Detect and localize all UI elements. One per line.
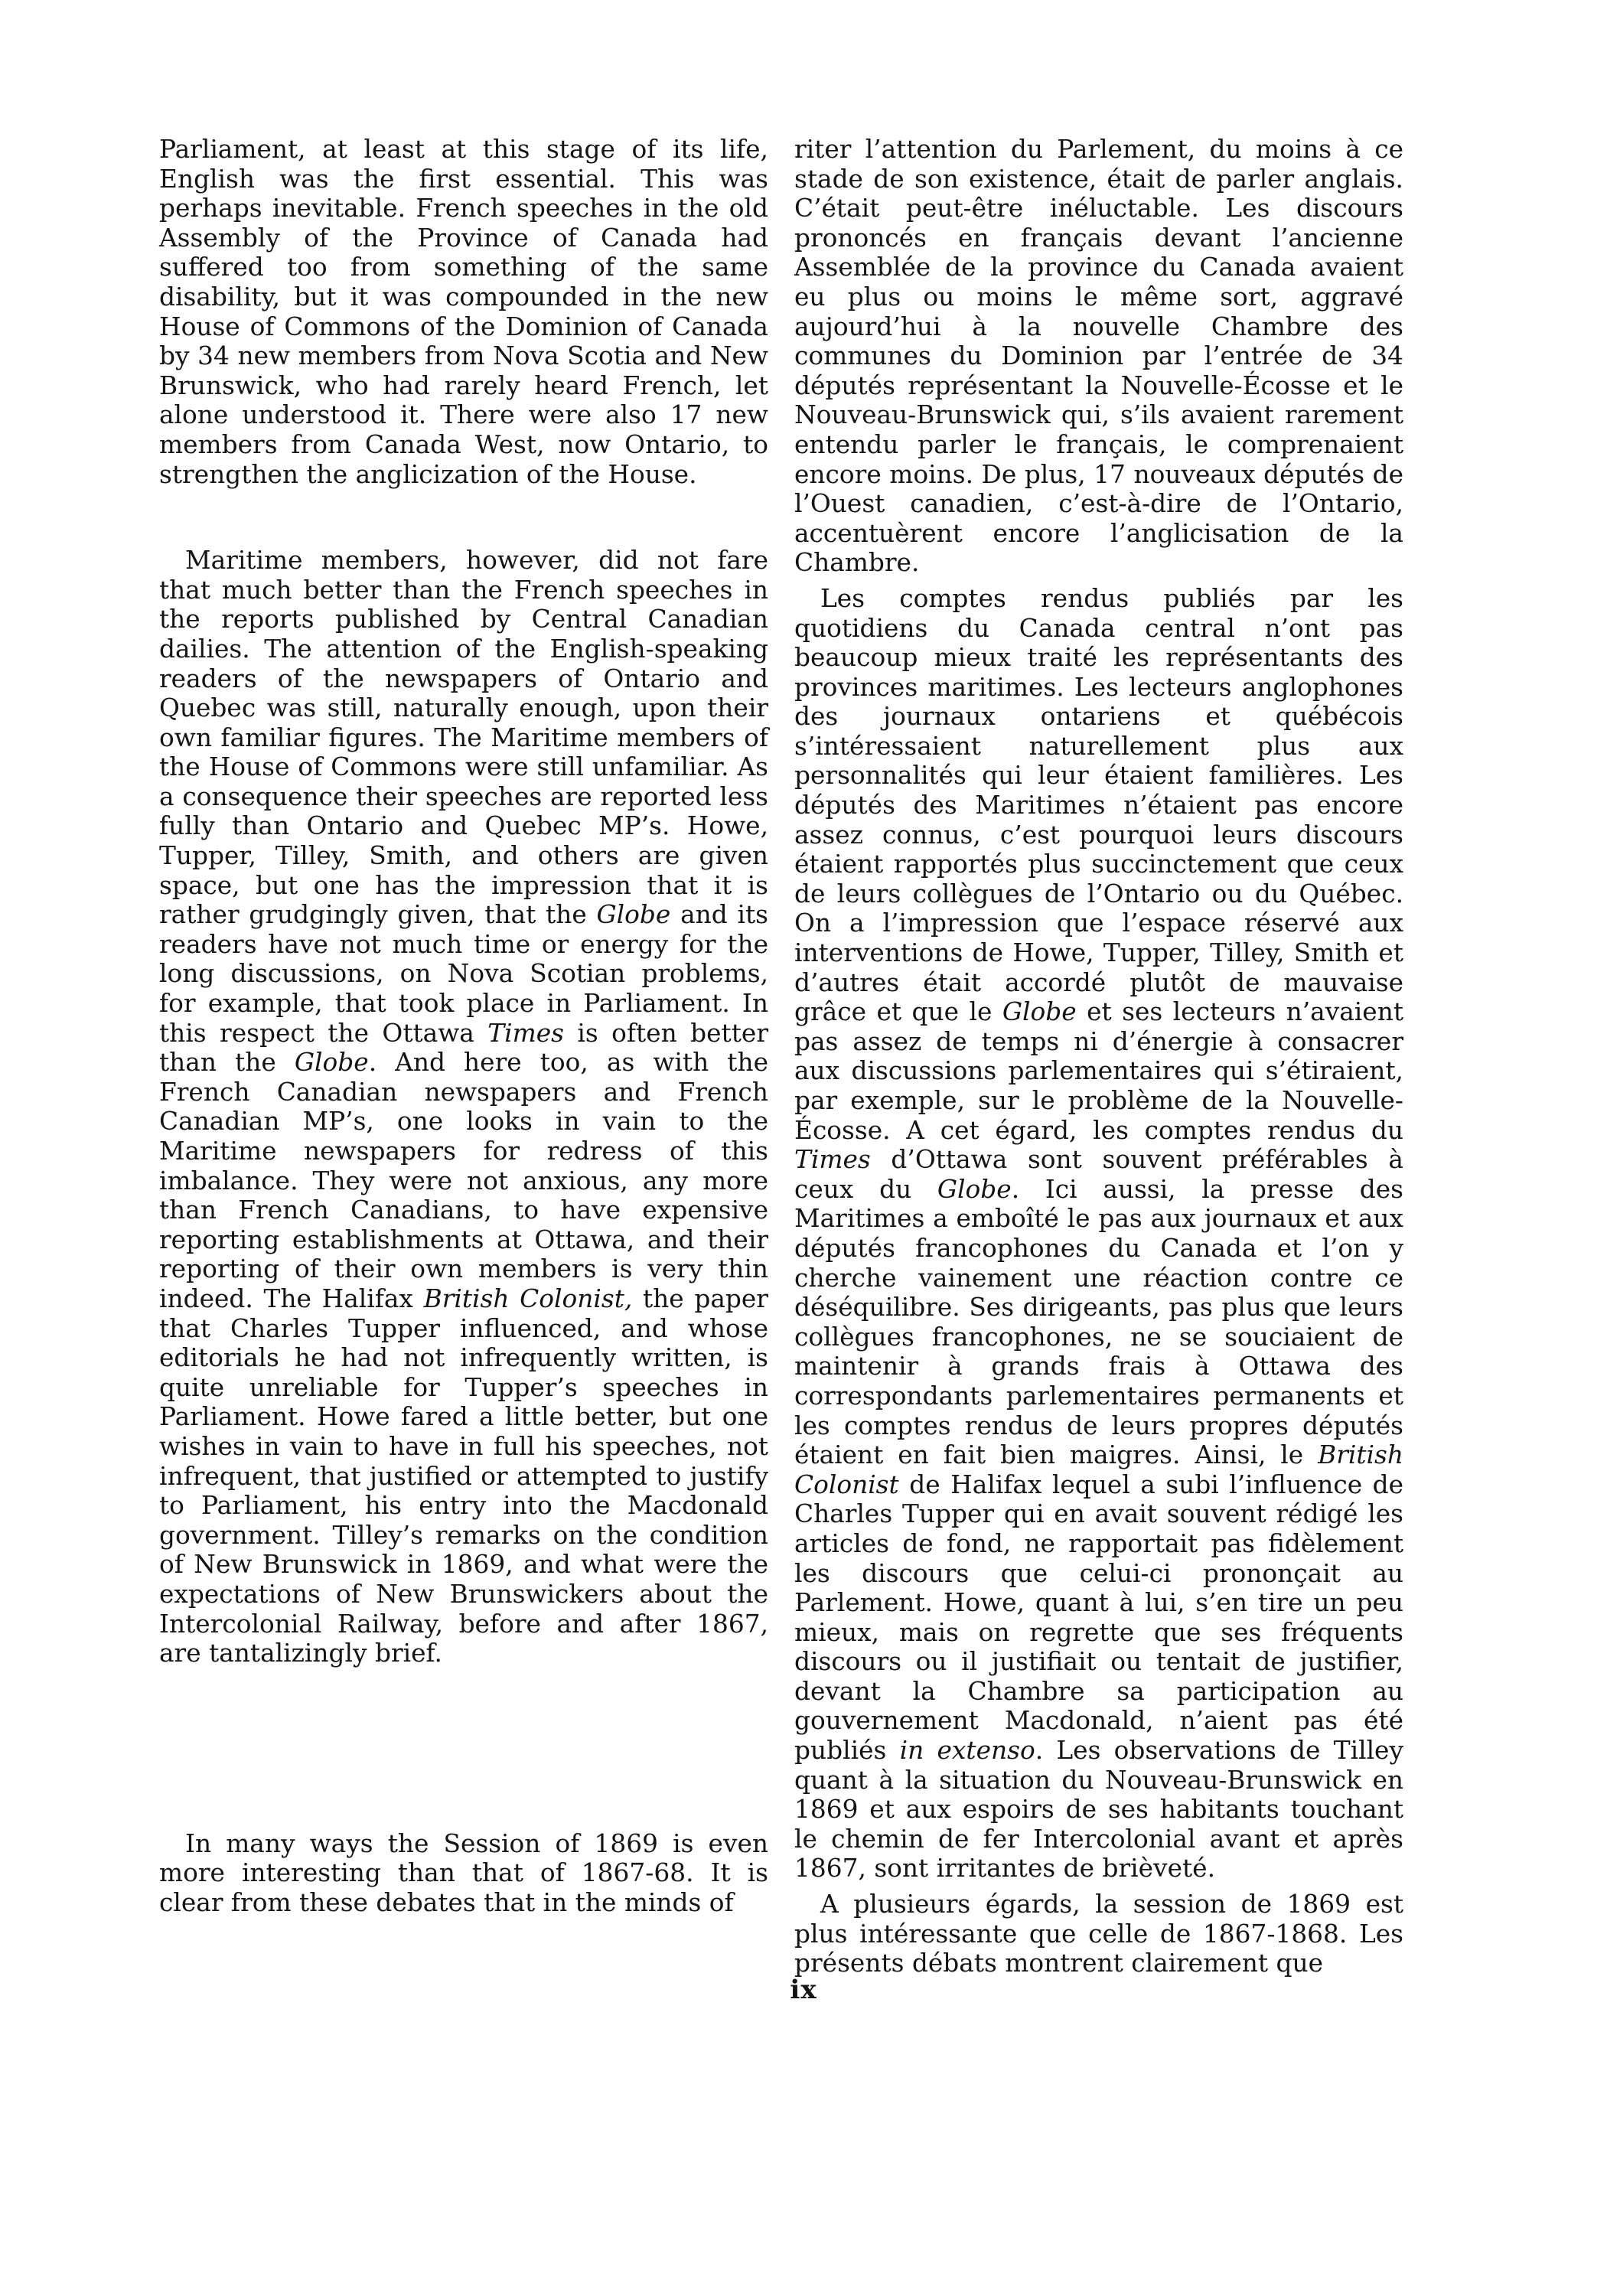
newspaper-title-times: Times — [794, 1145, 871, 1175]
french-column — [794, 135, 1403, 1978]
newspaper-title-british-colonist: British Colonist, — [423, 1283, 633, 1313]
english-paragraph-2-text: is often better than the — [159, 1018, 768, 1078]
french-paragraph-2-text: d’Ottawa sont souvent préférables à ceux du — [794, 1145, 1403, 1204]
english-paragraph-2-text: and its readers have not much time or energy for the long discussions, on Nova Scotian problems, for example, that took place in Parliament. In this respect the Ottawa — [159, 900, 768, 1048]
newspaper-title-globe: Globe — [294, 1048, 369, 1078]
newspaper-title-globe: Globe — [596, 900, 671, 930]
newspaper-title-british-colonist: British Colonist — [794, 1440, 1403, 1499]
french-paragraph-3: A plusieurs égards, la session de 1869 est plus intéressante que celle de 1867-1868. Les présents débats montrent clairement que — [794, 1890, 1403, 1978]
french-paragraph-2-text: de Halifax lequel a subi l’influence de Charles Tupper qui en avait souvent rédigé les articles de fond, ne rapportait pas fidèlement les discours que celui-ci prononçait au Parlement. Howe, quant à lui, s’en tire un peu mieux, mais on regrette que ses fréquents discours ou il justifiait ou tentait de justifier, devant la Chambre sa participation au gouvernement Macdonald, n’aient pas été publiés — [794, 1469, 1403, 1766]
latin-phrase-in-extenso: in extenso — [899, 1736, 1035, 1766]
english-paragraph-2-text: the paper that Charles Tupper influenced, and whose editorials he had not infrequently written, is quite unreliable for Tupper’s speeches in Parliament. Howe fared a little better, but one wishes in vain to have in full his speeches, not infrequent, that justified or attempted to justify to Parliament, his entry into the Macdonald government. Tilley’s remarks on the condition of New Brunswick in 1869, and what were the expectations of New Brunswickers about the Intercolonial Railway, before and after 1867, are tantalizingly brief. — [159, 1283, 768, 1668]
french-paragraph-2-text: . Ici aussi, la presse des Maritimes a emboîté le pas aux journaux et aux députés francophones du Canada et l’on y cherche vainement une réaction contre ce déséquilibre. Ses dirigeants, pas plus que leurs collègues francophones, ne se souciaient de maintenir à grands frais à Ottawa des correspondants parlementaires permanents et les comptes rendus de leurs propres députés étaient en fait bien maigres. Ainsi, le — [794, 1174, 1403, 1470]
page-number: ix — [790, 1975, 817, 2005]
english-column — [159, 135, 768, 1917]
english-paragraph-2 — [159, 546, 768, 1668]
english-paragraph-2-text: . And here too, as with the French Canadian newspapers and French Canadian MP’s, one looks in vain to the Maritime newspapers for redress of this imbalance. They were not anxious, any more than French Canadians, to have expensive reporting establishments at Ottawa, and their reporting of their own members is very thin indeed. The Halifax — [159, 1048, 769, 1313]
newspaper-title-globe: Globe — [1002, 997, 1077, 1027]
french-paragraph-2-text: . Les observations de Tilley quant à la situation du Nouveau-Brunswick en 1869 et aux espoirs de ses habitants touchant le chemin de fer Intercolonial avant et après 1867, sont irritantes de brièveté. — [794, 1736, 1403, 1883]
english-paragraph-3: In many ways the Session of 1869 is even more interesting than that of 1867-68. It is clear from these debates that in the minds of — [159, 1828, 768, 1917]
french-paragraph-2-text: Les comptes rendus publiés par les quotidiens du Canada central n’ont pas beaucoup mieux traité les représentants des provinces maritimes. Les lecteurs anglophones des journaux ontariens et québécois s’intéressaient naturellement plus aux personnalités qui leur étaient familières. Les députés des Maritimes n’étaient pas encore assez connus, c’est pourquoi leurs discours étaient rapportés plus succinctement que ceux de leurs collègues de l’Ontario ou du Québec. On a l’impression que l’espace réservé aux interventions de Howe, Tupper, Tilley, Smith et d’autres était accordé plutôt de mauvaise grâce et que le — [794, 583, 1403, 1027]
english-paragraph-2-text: Maritime members, however, did not fare that much better than the French speeches in the reports published by Central Canadian dailies. The attention of the English-speaking readers of the newspapers of Ontario and Quebec was still, naturally enough, upon their own familiar figures. The Maritime members of the House of Commons were still unfamiliar. As a consequence their speeches are reported less fully than Ontario and Quebec MP’s. Howe, Tupper, Tilley, Smith, and others are given space, but one has the impression that it is rather grudgingly given, that the — [159, 546, 768, 930]
french-paragraph-2 — [794, 584, 1403, 1883]
french-paragraph-1: riter l’attention du Parlement, du moins à ce stade de son existence, était de parler anglais. C’était peut-être inéluctable. Les discours prononcés en français devant l’ancienne Assemblée de la province du Canada avaient eu plus ou moins le même sort, aggravé aujourd’hui à la nouvelle Chambre des communes du Dominion par l’entrée de 34 députés représentant la Nouvelle-Écosse et le Nouveau-Brunswick qui, s’ils avaient rarement entendu parler le français, le comprenaient encore moins. De plus, 17 nouveaux députés de l’Ouest canadien, c’est-à-dire de l’Ontario, accentuèrent encore l’anglicisation de la Chambre. — [794, 135, 1403, 578]
newspaper-title-times: Times — [487, 1018, 564, 1048]
english-paragraph-1: Parliament, at least at this stage of its life, English was the first essential. This was perhaps inevitable. French speeches in the old Assembly of the Province of Canada had suffered too from something of the same disability, but it was compounded in the new House of Commons of the Dominion of Canada by 34 new members from Nova Scotia and New Brunswick, who had rarely heard French, let alone understood it. There were also 17 new members from Canada West, now Ontario, to strengthen the anglicization of the House. — [159, 135, 768, 489]
french-paragraph-2-text: et ses lecteurs n’avaient pas assez de temps ni d’énergie à consacrer aux discussions parlementaires qui s’étiraient, par exemple, sur le problème de la Nouvelle-Écosse. A cet égard, les comptes rendus du — [794, 997, 1404, 1145]
newspaper-title-globe: Globe — [937, 1174, 1012, 1204]
